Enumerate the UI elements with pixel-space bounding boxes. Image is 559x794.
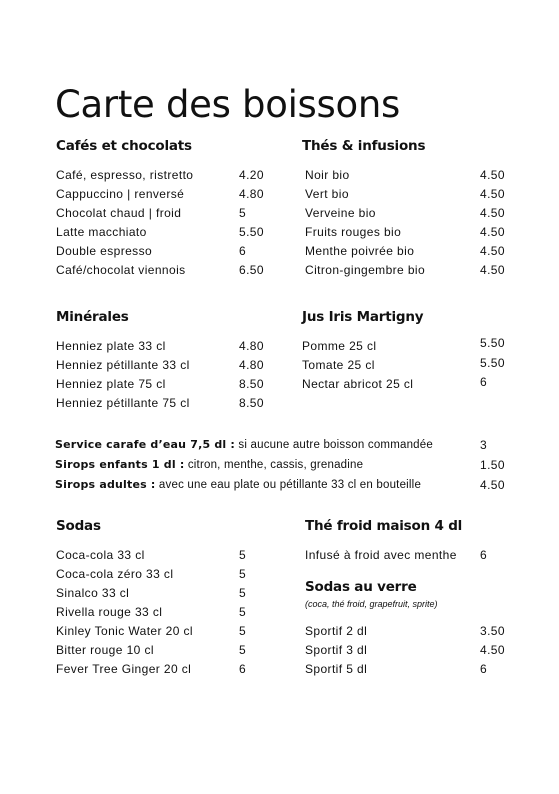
item-price: 4.80 [239,358,264,372]
item-price: 5.50 [480,356,505,370]
service-price: 3 [480,438,488,452]
section-title-jus: Jus Iris Martigny [302,309,424,325]
service-label: Service carafe d’eau 7,5 dl : [55,438,236,451]
item-name: Pomme 25 cl [302,339,377,353]
item-price: 6 [480,662,488,676]
item-price: 5 [239,548,247,562]
item-price: 6.50 [239,263,264,277]
item-name: Noir bio [305,168,350,182]
service-price: 4.50 [480,478,505,492]
item-price: 4.80 [239,187,264,201]
item-name: Henniez plate 33 cl [56,339,166,353]
item-name: Latte macchiato [56,225,147,239]
section-title-minerales: Minérales [56,309,129,325]
item-name: Bitter rouge 10 cl [56,643,154,657]
item-price: 4.50 [480,263,505,277]
item-name: Vert bio [305,187,349,201]
item-price: 6 [480,375,488,389]
item-price: 5 [239,624,247,638]
service-price: 1.50 [480,458,505,472]
item-price: 8.50 [239,396,264,410]
item-price: 4.50 [480,187,505,201]
item-price: 4.50 [480,225,505,239]
menu-title: Carte des boissons [55,82,400,126]
item-price: 5 [239,605,247,619]
section-title-cafes: Cafés et chocolats [56,138,192,154]
item-name: Sportif 5 dl [305,662,368,676]
service-text: citron, menthe, cassis, grenadine [184,459,364,471]
item-name: Nectar abricot 25 cl [302,377,414,391]
item-name: Double espresso [56,244,153,258]
sodas-verre-note: (coca, thé froid, grapefruit, sprite) [305,599,438,609]
service-label: Sirops adultes : [55,478,156,491]
item-name: Coca-cola 33 cl [56,548,145,562]
item-name: Café/chocolat viennois [56,263,186,277]
item-price: 6 [239,244,247,258]
service-line [55,456,363,474]
item-name: Sportif 3 dl [305,643,368,657]
item-price: 6 [239,662,247,676]
item-price: 4.50 [480,643,505,657]
item-name: Verveine bio [305,206,376,220]
service-line [55,476,421,494]
item-name: Henniez plate 75 cl [56,377,166,391]
item-price: 4.50 [480,244,505,258]
service-label: Sirops enfants 1 dl : [55,458,185,471]
item-name: Fruits rouges bio [305,225,402,239]
item-name: Menthe poivrée bio [305,244,415,258]
service-text: avec une eau plate ou pétillante 33 cl en bouteille [155,479,422,491]
item-price: 4.20 [239,168,264,182]
item-price: 5 [239,643,247,657]
item-name: Henniez pétillante 33 cl [56,358,190,372]
item-name: Chocolat chaud | froid [56,206,182,220]
item-price: 4.50 [480,168,505,182]
item-name: Rivella rouge 33 cl [56,605,163,619]
item-name: Infusé à froid avec menthe [305,548,457,562]
item-price: 3.50 [480,624,505,638]
item-name: Sportif 2 dl [305,624,368,638]
item-name: Fever Tree Ginger 20 cl [56,662,192,676]
section-title-the-froid: Thé froid maison 4 dl [305,518,463,534]
item-price: 6 [480,548,488,562]
item-price: 5 [239,586,247,600]
item-name: Café, espresso, ristretto [56,168,194,182]
service-text: si aucune autre boisson commandée [235,439,433,451]
service-line [55,436,433,454]
item-name: Sinalco 33 cl [56,586,130,600]
item-name: Kinley Tonic Water 20 cl [56,624,193,638]
item-name: Citron-gingembre bio [305,263,426,277]
item-price: 5 [239,206,247,220]
item-name: Tomate 25 cl [302,358,375,372]
item-price: 5.50 [480,336,505,350]
section-title-sodas: Sodas [56,518,101,534]
item-price: 5.50 [239,225,264,239]
item-price: 8.50 [239,377,264,391]
item-name: Coca-cola zéro 33 cl [56,567,174,581]
item-price: 5 [239,567,247,581]
item-price: 4.80 [239,339,264,353]
item-name: Henniez pétillante 75 cl [56,396,190,410]
section-title-thes: Thés & infusions [302,138,426,154]
item-name: Cappuccino | renversé [56,187,185,201]
item-price: 4.50 [480,206,505,220]
section-title-sodas-verre: Sodas au verre [305,579,417,595]
